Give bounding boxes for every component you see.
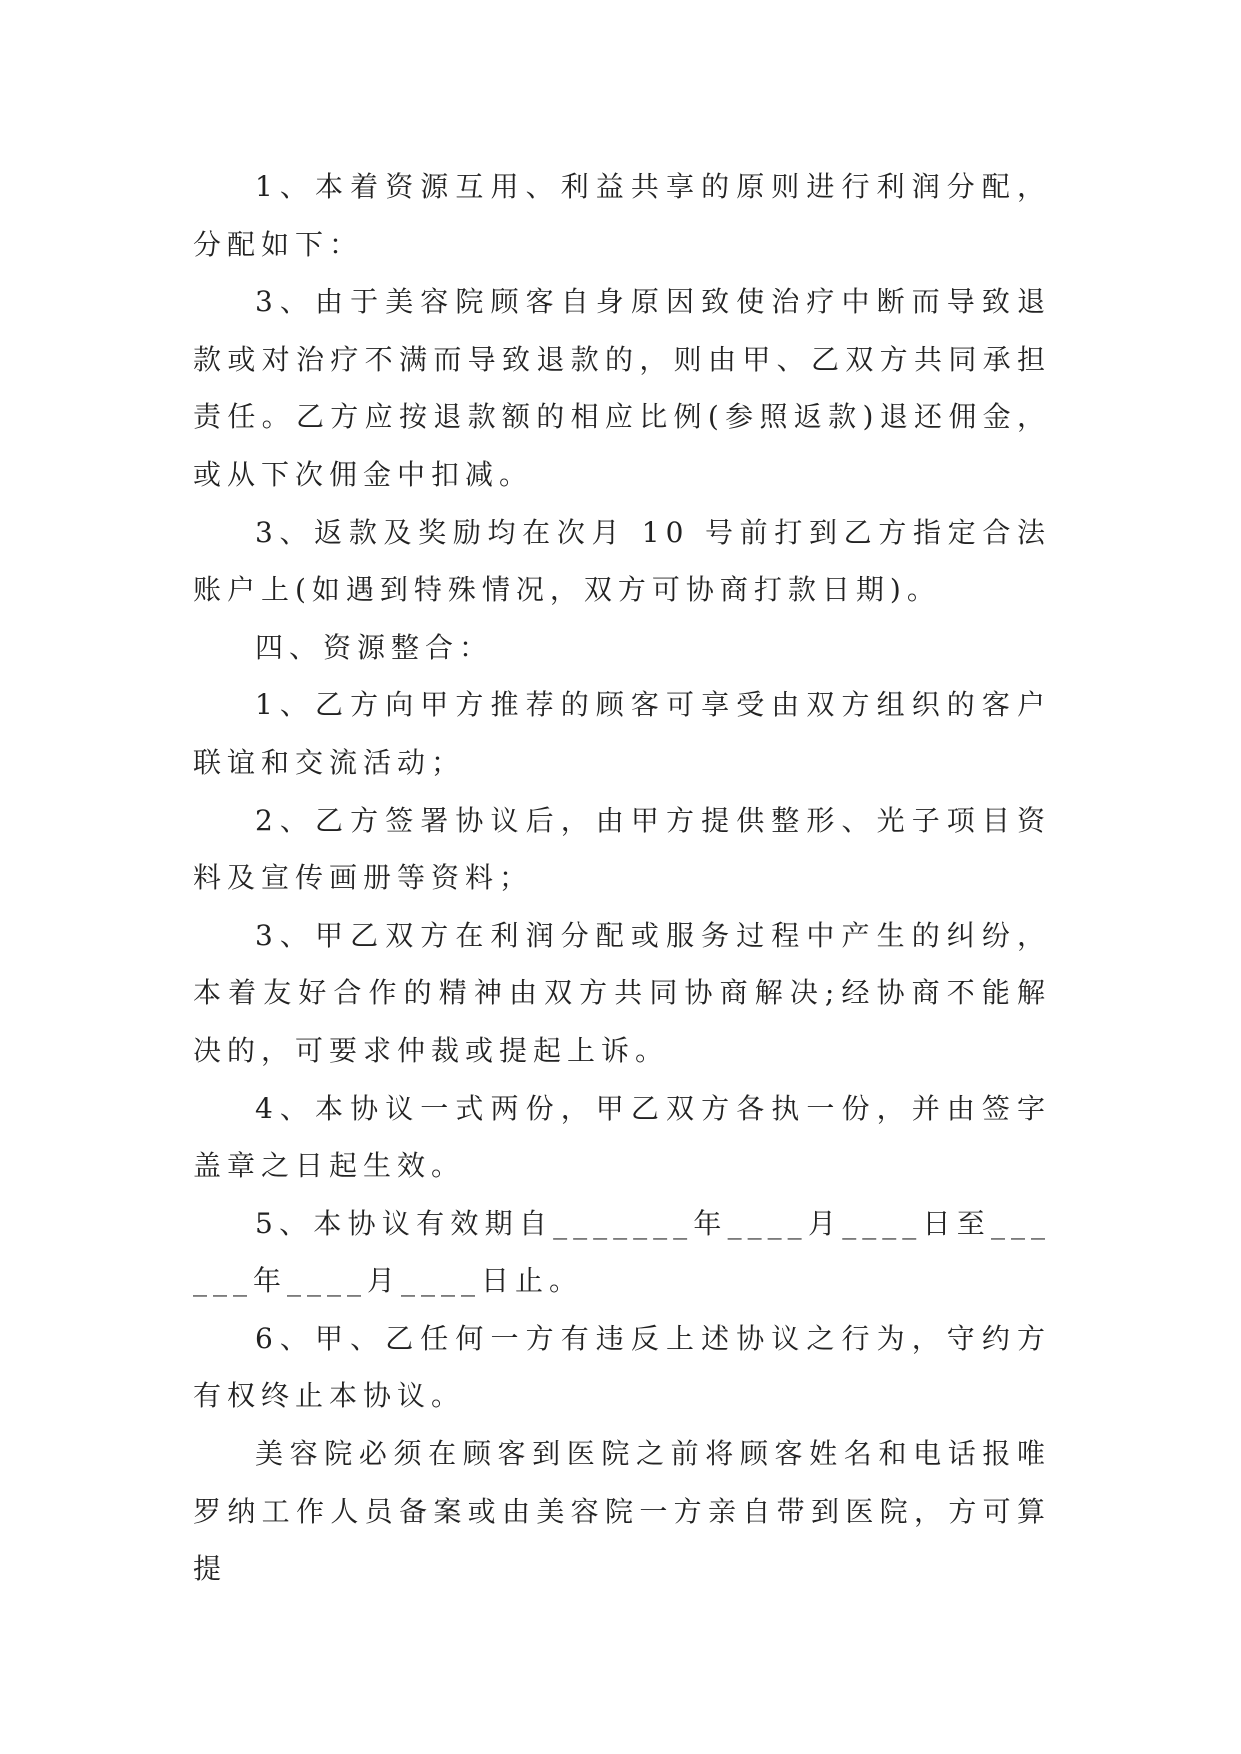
document-body [193,158,1051,1598]
section-heading-resource-integration: 四、资源整合： [255,630,494,664]
paragraph-materials: 2、乙方签署协议后，由甲方提供整形、光子项目资料及宣传画册等资料； [193,803,1051,895]
paragraph-payment-date: 3、返款及奖励均在次月 10 号前打到乙方指定合法账户上(如遇到特殊情况，双方可协商打款日期)。 [193,515,1051,607]
paragraph-termination: 6、甲、乙任何一方有违反上述协议之行为，守约方有权终止本协议。 [193,1321,1051,1413]
paragraph-profit-distribution: 1、本着资源互用、利益共享的原则进行利润分配，分配如下： [193,170,1051,261]
paragraph-copies: 4、本协议一式两份，甲乙双方各执一份，并由签字盖章之日起生效。 [193,1091,1051,1183]
paragraph-refund-responsibility: 3、由于美容院顾客自身原因致使治疗中断而导致退款或对治疗不满而导致退款的，则由甲、乙双方共同承担责任。乙方应按退款额的相应比例(参照返款)退还佣金，或从下次佣金中扣减。 [193,285,1051,491]
paragraph-validity-period: 5、本协议有效期自_______年____月____日至______年____月____日止。 [193,1206,1051,1298]
paragraph-registration: 美容院必须在顾客到医院之前将顾客姓名和电话报唯罗纳工作人员备案或由美容院一方亲自带到医院，方可算提 [193,1437,1051,1586]
paragraph-disputes: 3、甲乙双方在利润分配或服务过程中产生的纠纷，本着友好合作的精神由双方共同协商解决;经协商不能解决的，可要求仲裁或提起上诉。 [193,918,1051,1067]
paragraph-customer-activities: 1、乙方向甲方推荐的顾客可享受由双方组织的客户联谊和交流活动； [193,688,1051,779]
